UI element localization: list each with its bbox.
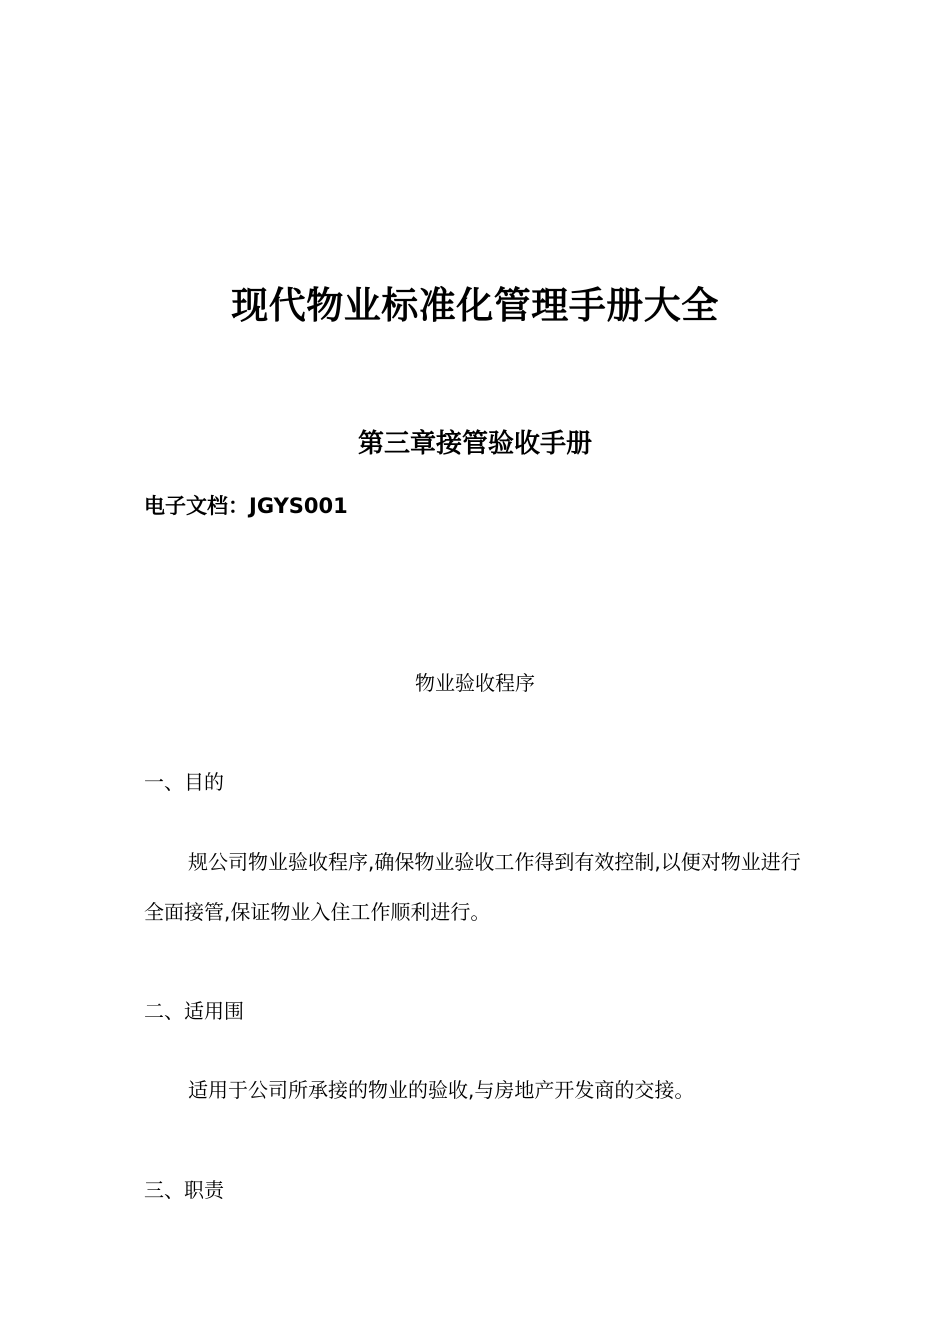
chapter-title: 第三章接管验收手册 bbox=[357, 429, 592, 459]
heading-scope: 二、适用围 bbox=[144, 999, 244, 1023]
main-title: 现代物业标准化管理手册大全 bbox=[231, 284, 719, 327]
heading-purpose: 一、目的 bbox=[144, 770, 224, 794]
section-title: 物业验收程序 bbox=[415, 671, 535, 695]
document-id: 电子文档：JGYS001 bbox=[144, 494, 348, 518]
heading-responsibilities: 三、职责 bbox=[144, 1178, 224, 1202]
paragraph-scope: 适用于公司所承接的物业的验收,与房地产开发商的交接。 bbox=[188, 1078, 695, 1102]
paragraph-purpose: 规公司物业验收程序,确保物业验收工作得到有效控制,以便对物业进行全面接管,保证物业入住工作顺利进行。 bbox=[144, 850, 801, 924]
